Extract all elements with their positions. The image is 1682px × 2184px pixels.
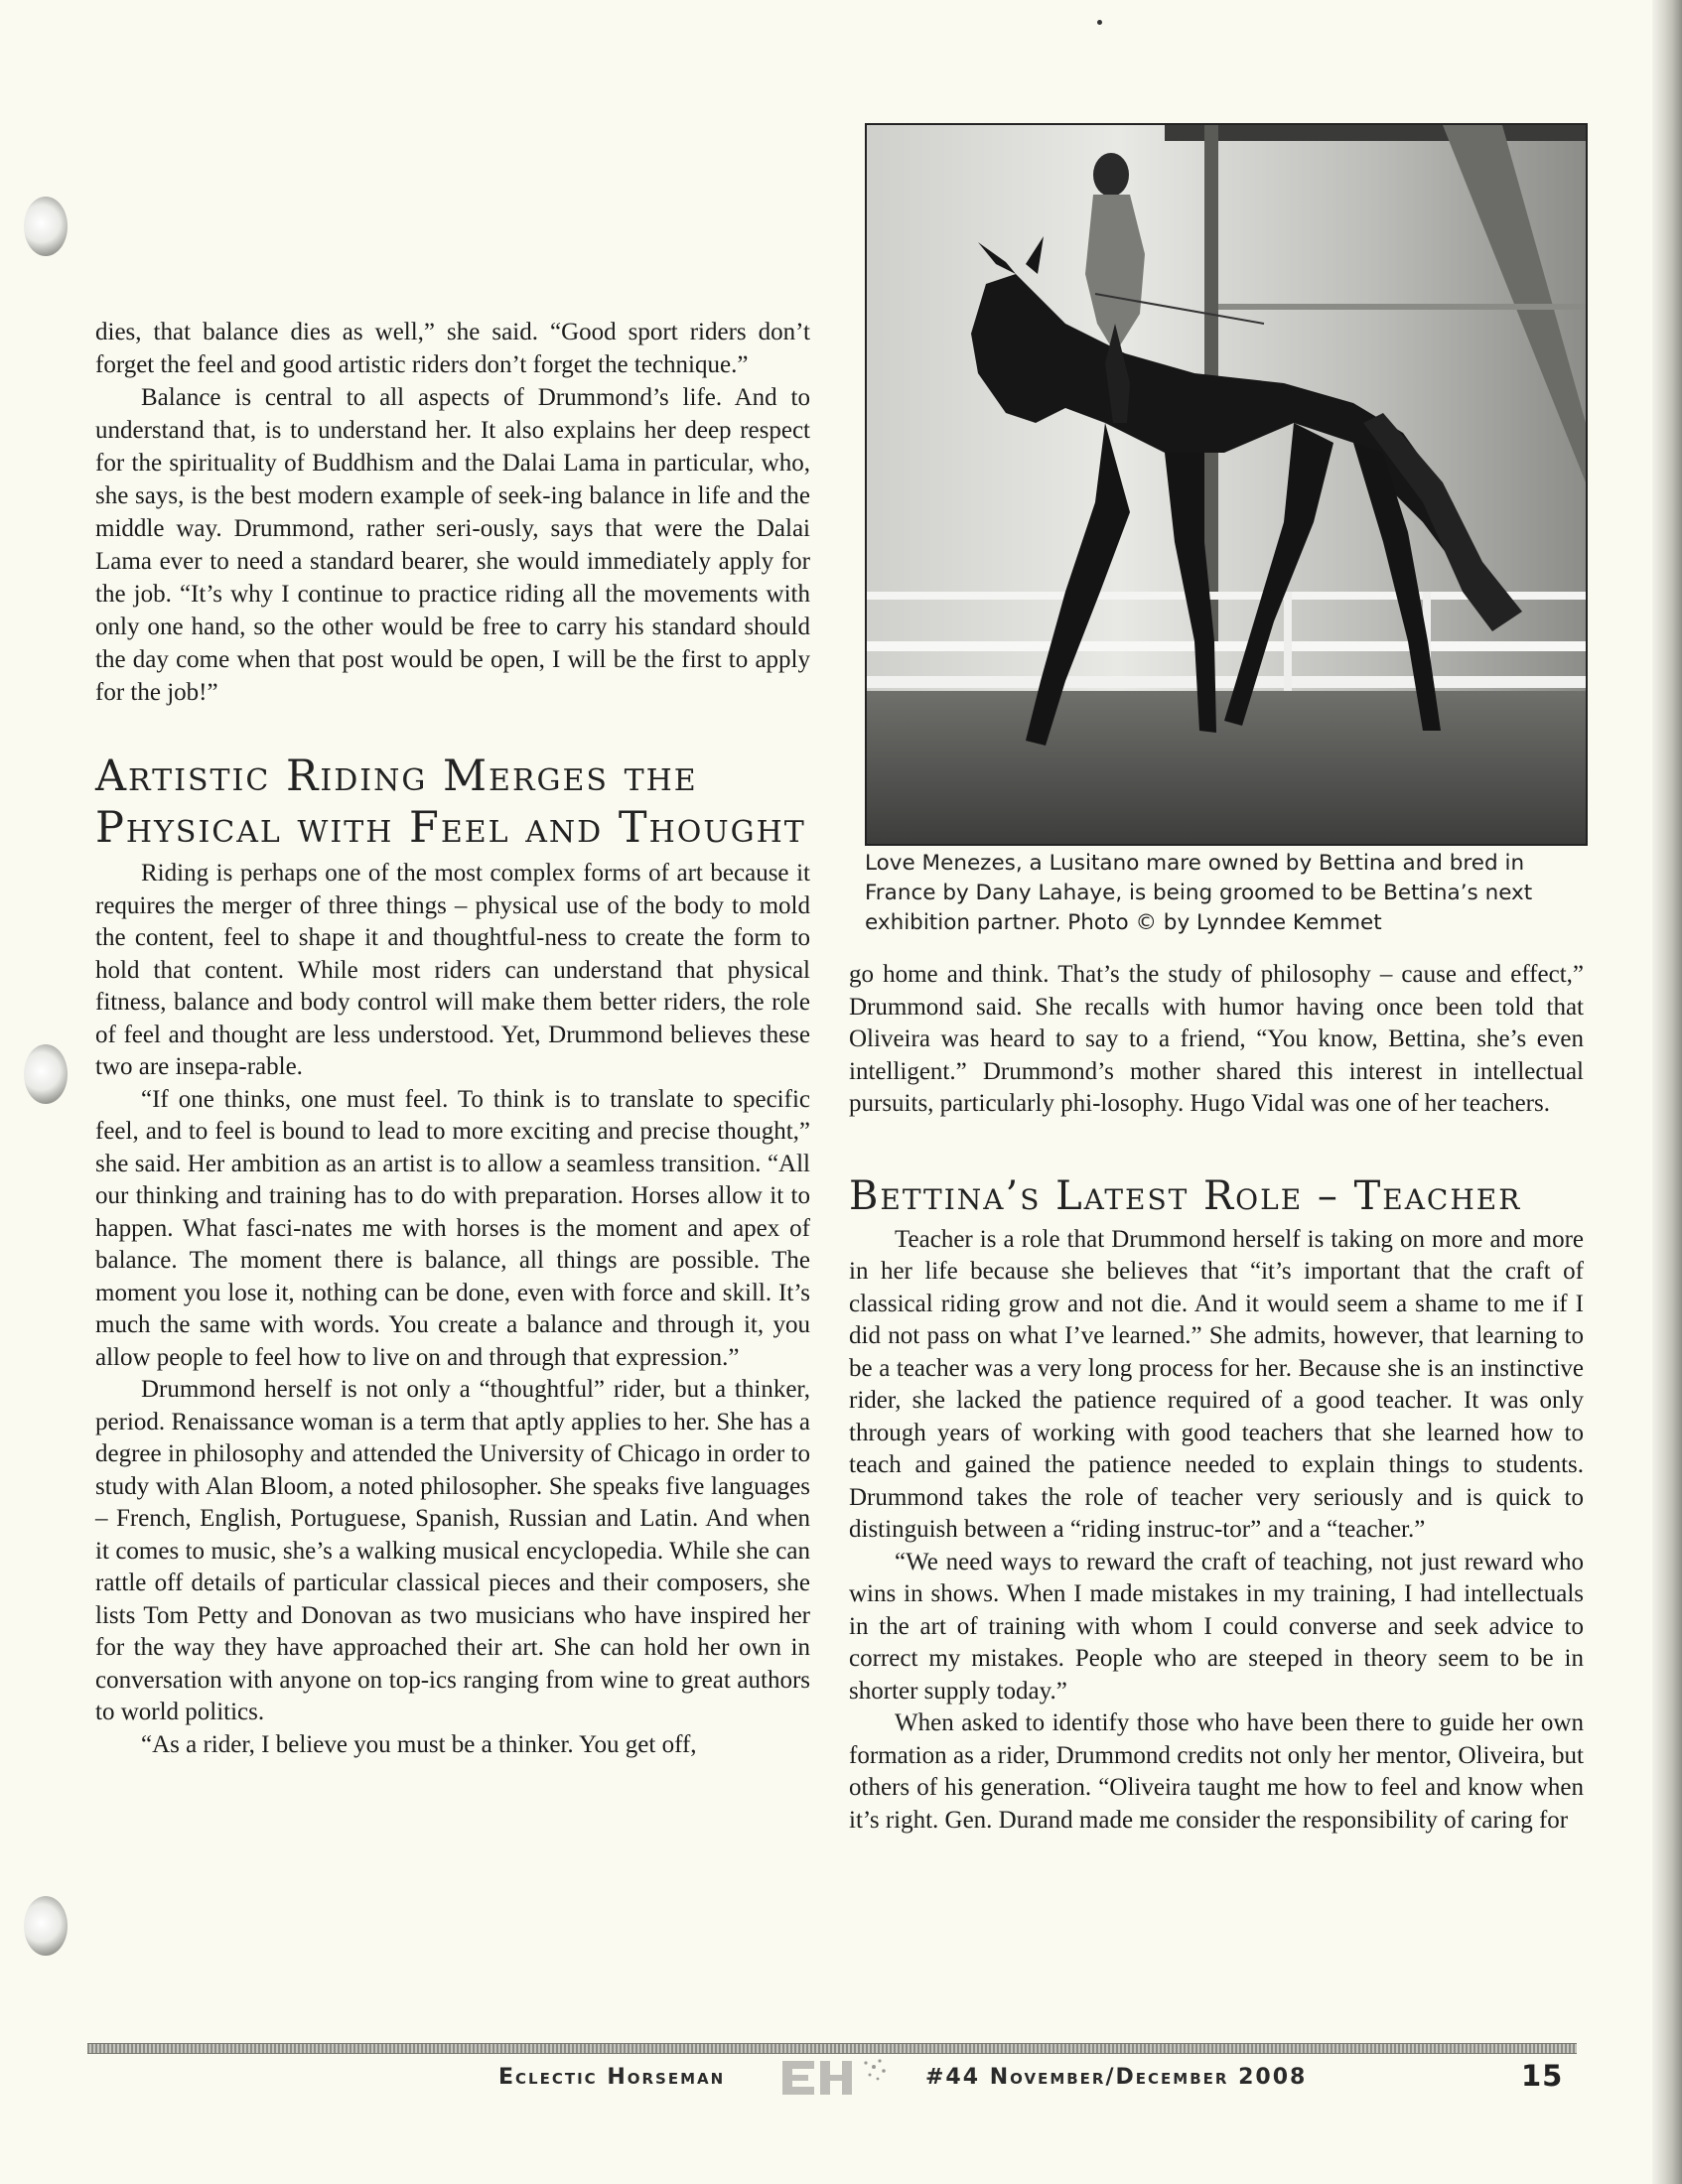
binder-hole xyxy=(24,1896,68,1956)
ehp-logo-icon xyxy=(774,2053,894,2103)
binder-hole xyxy=(24,1044,68,1104)
publication-name: Eclectic Horseman xyxy=(498,2065,726,2090)
section-heading: Artistic Riding Merges the Physical with Feel and Thought xyxy=(95,751,806,853)
binder-hole xyxy=(24,197,68,256)
paragraph: Balance is central to all aspects of Drummond’s life. And to understand that, is to understand her. It also explains her deep respect for the spirituality of Buddhism and the Dalai Lama in particular, who, she says, is the best modern example of seek-ing balance in life and the middle way. Drummond, rather seri-ously, says that were the Dalai Lama ever to need a standard bearer, she would immediately apply for the job. “It’s why I continue to practice riding all the movements with only one hand, so the other would be free to carry his standard should the day come when that post would be open, I will be the first to apply for the job!” xyxy=(95,384,810,706)
right-column xyxy=(849,959,1584,1837)
horse-photo xyxy=(865,123,1588,846)
paragraph: Riding is perhaps one of the most complex forms of art because it requires the merger of three things – physical use of the body to mold the content, feel to shape it and thoughtful-ness to create the form to hold that content. While most riders can understand that physical fitness, balance and body control will make them better riders, the role of feel and thought are less understood. Yet, Drummond believes these two are insepa-rable. xyxy=(95,860,810,1080)
left-column xyxy=(95,316,810,1761)
paragraph: When asked to identify those who have been there to guide her own formation as a rider, Drummond credits not only her mentor, Oliveira, but others of his generation. “Oliveira taught me how to feel and know when it’s right. Gen. Durand made me consider the responsibility of caring for xyxy=(849,1709,1584,1834)
speck xyxy=(1097,20,1102,25)
paragraph: go home and think. That’s the study of philosophy – cause and effect,” Drummond said. She recalls with humor having once been told that Oliveira was heard to say to a friend, “You know, Bettina, she’s even intelligent.” Drummond’s mother shared this interest in intellectual pursuits, particularly phi-losophy. Hugo Vidal was one of her teachers. xyxy=(849,961,1584,1117)
paragraph: Teacher is a role that Drummond herself is taking on more and more in her life because she believes that “it’s important that the craft of classical riding grow and not die. And it would seem a shame to me if I did not pass on what I’ve learned.” She admits, however, that learning to be a teacher was a very long process for her. Because she is an instinctive rider, she lacked the patience required of a good teacher. It was only through years of working with good teachers that she learned how to teach and gained the patience needed to explain things to students. Drummond takes the role of teacher very seriously and is quick to distinguish between a “riding instruc-tor” and a “teacher.” xyxy=(849,1225,1584,1543)
paragraph: “If one thinks, one must feel. To think is to translate to specific feel, and to feel is bound to lead to more exciting and precise thought,” she said. Her ambition as an artist is to allow a seamless transition. “All our thinking and training has to do with preparation. Horses allow it to happen. What fasci-nates me with horses is the moment and apex of balance. The moment there is balance, all things are possible. The moment you lose it, nothing can be done, even with force and skill. It’s much the same with words. You create a balance and through it, you allow people to feel how to live on and through that expression.” xyxy=(95,1085,810,1371)
paragraph: dies, that balance dies as well,” she said. “Good sport riders don’t forget the feel and good artistic riders don’t forget the technique.” xyxy=(95,319,810,378)
page-edge xyxy=(1652,0,1682,2184)
paragraph: “We need ways to reward the craft of teaching, not just reward who wins in shows. When I made mistakes in my training, I had intellectuals in the art of training with whom I could converse and seek advice to correct my mistakes. People who are steeped in theory seem to be in shorter supply today.” xyxy=(849,1548,1584,1705)
paragraph: Drummond herself is not only a “thoughtful” rider, but a thinker, period. Renaissance woman is a term that aptly applies to her. She has a degree in philosophy and attended the University of Chicago in order to study with Alan Bloom, a noted philosopher. She speaks five languages – French, English, Portuguese, Spanish, Russian and Latin. And when it comes to music, she’s a walking musical encyclopedia. While she can rattle off details of particular classical pieces and their composers, she lists Tom Petty and Donovan as two musicians who have inspired her for the way they have approached their art. She can hold her own in conversation with anyone on top-ics ranging from wine to great authors to world politics. xyxy=(95,1376,810,1725)
photo-caption: Love Menezes, a Lusitano mare owned by Bettina and bred in France by Dany Lahaye, is being groomed to be Bettina’s next exhibition partner. Photo © by Lynndee Kemmet xyxy=(865,851,1533,935)
page-number: 15 xyxy=(1521,2059,1564,2093)
issue-info: #44 November/December 2008 xyxy=(925,2065,1308,2090)
paragraph: “As a rider, I believe you must be a thinker. You get off, xyxy=(141,1730,697,1758)
section-heading: Bettina’s Latest Role – Teacher xyxy=(849,1172,1522,1219)
horse-photo-image xyxy=(867,125,1586,844)
